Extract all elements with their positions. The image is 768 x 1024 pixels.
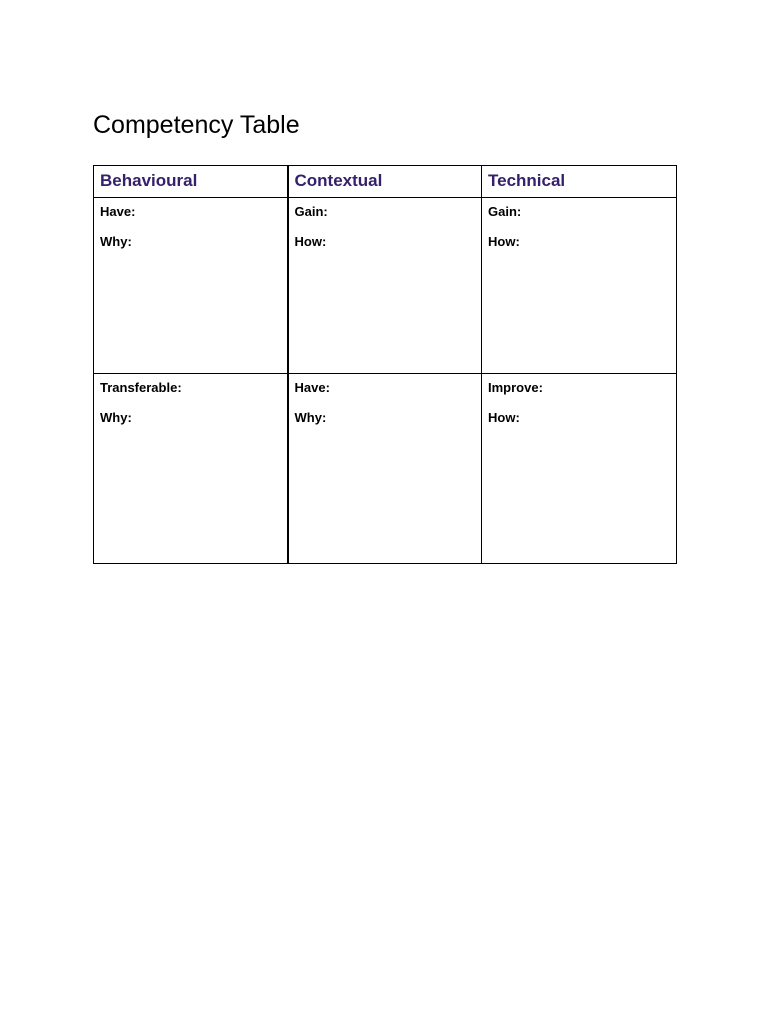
table-cell[interactable] bbox=[288, 374, 482, 564]
field-label: How: bbox=[488, 410, 520, 425]
field-label: Transferable: bbox=[100, 380, 182, 395]
page-title: Competency Table bbox=[93, 111, 300, 139]
table-cell[interactable] bbox=[94, 198, 288, 374]
column-header-behavioural: Behavioural bbox=[94, 166, 288, 198]
competency-table bbox=[93, 165, 677, 564]
field-label: Why: bbox=[100, 234, 132, 249]
field-label: Have: bbox=[294, 380, 330, 395]
field-label: Why: bbox=[100, 410, 132, 425]
table-cell[interactable] bbox=[94, 374, 288, 564]
table-row bbox=[94, 374, 677, 564]
field-label: Why: bbox=[294, 410, 327, 425]
field-label: How: bbox=[488, 234, 520, 249]
column-header-contextual: Contextual bbox=[288, 166, 482, 198]
table-row bbox=[94, 198, 677, 374]
field-label: How: bbox=[294, 234, 327, 249]
table-cell[interactable] bbox=[288, 198, 482, 374]
column-header-technical: Technical bbox=[482, 166, 677, 198]
table-cell[interactable] bbox=[482, 198, 677, 374]
field-label: Gain: bbox=[294, 204, 328, 219]
field-label: Have: bbox=[100, 204, 136, 219]
table-header-row bbox=[94, 166, 677, 198]
table-cell[interactable] bbox=[482, 374, 677, 564]
field-label: Improve: bbox=[488, 380, 543, 395]
field-label: Gain: bbox=[488, 204, 522, 219]
